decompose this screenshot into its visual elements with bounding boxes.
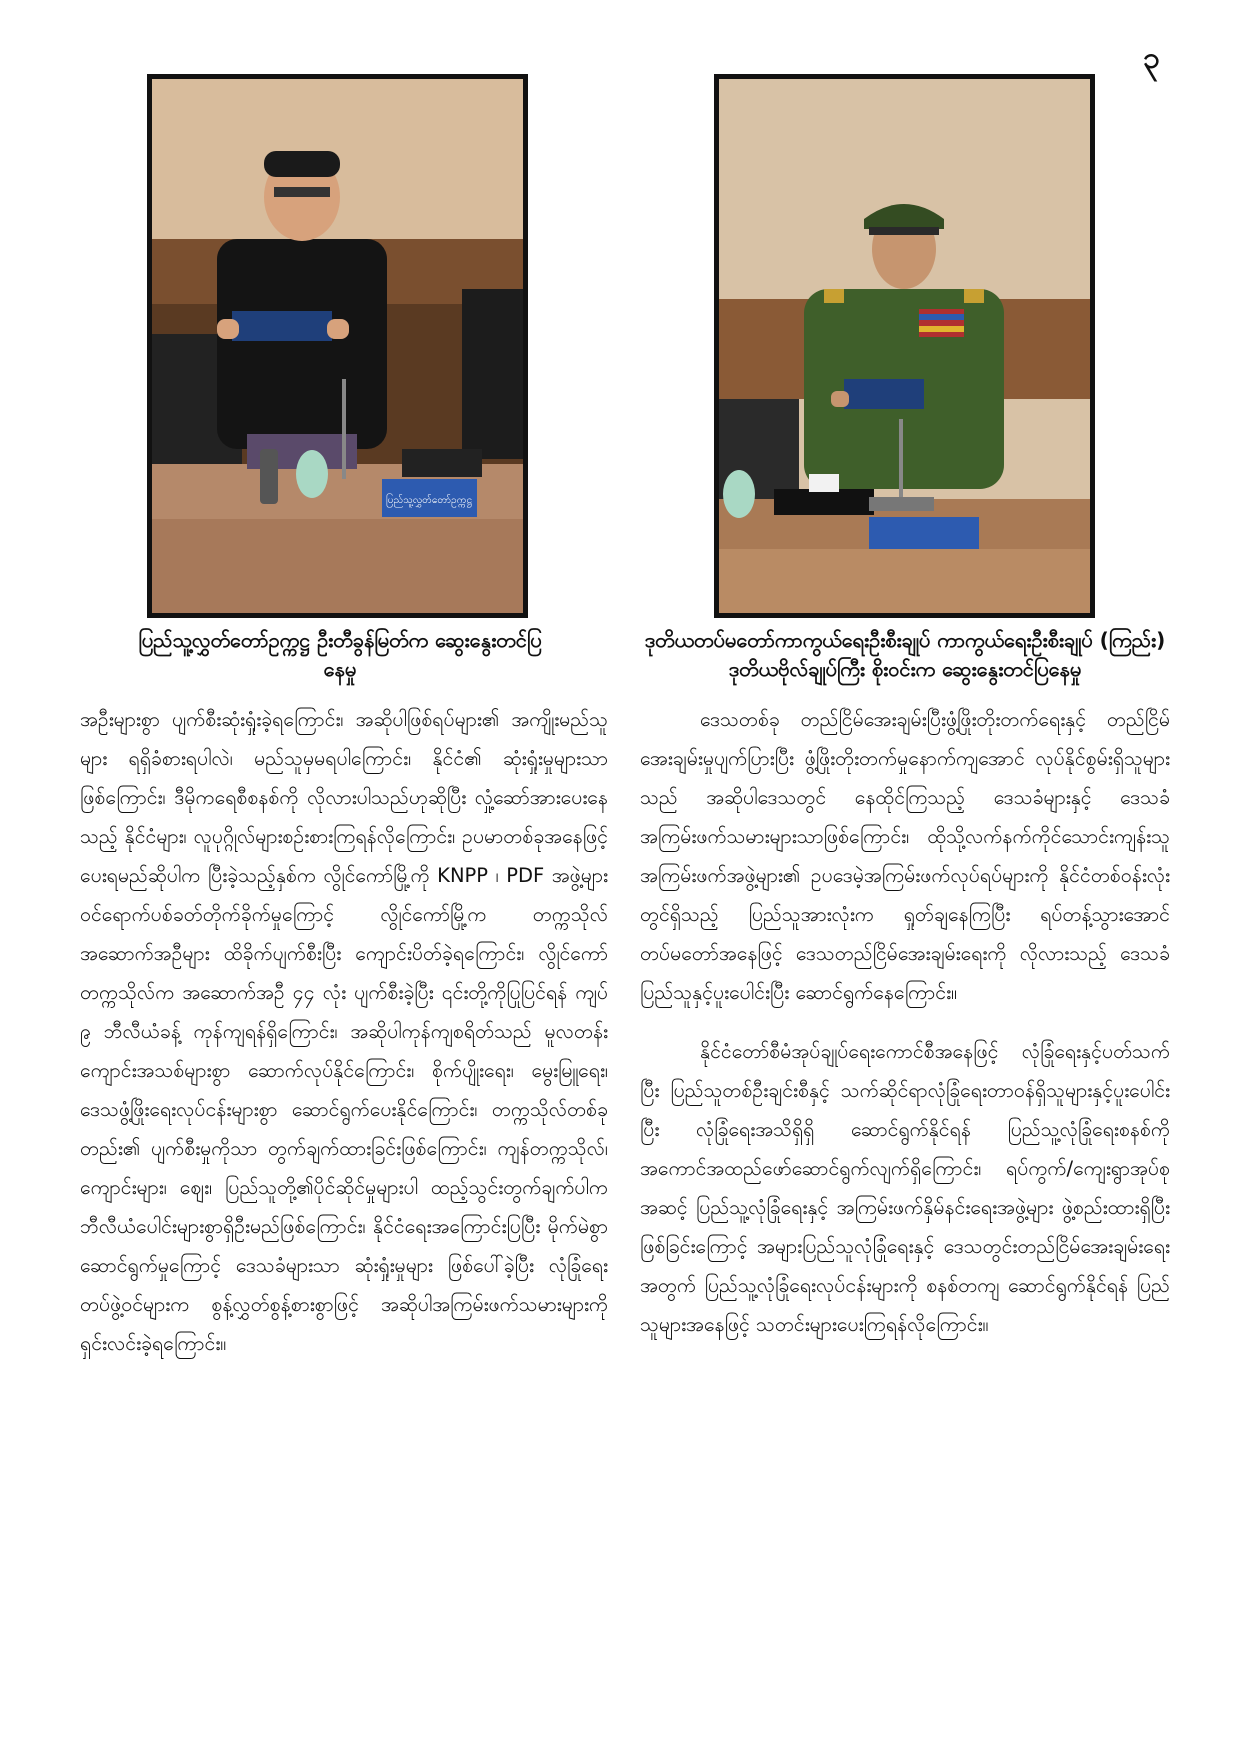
officer-photo-illustration [719, 79, 1090, 613]
photo-caption-right: ဒုတိယတပ်မတော်ကာကွယ်ရေးဦးစီးချုပ် ကာကွယ်ရေးဦးစီးချုပ် (ကြည်း) ဒုတိယဗိုလ်ချုပ်ကြီး စိုးဝင်းက ဆွေးနွေးတင်ပြနေမှု [644, 628, 1166, 681]
text-column-left [80, 700, 608, 1363]
page-number: ၃ [1143, 41, 1160, 76]
nameplate-text: ပြည်သူ့လွှတ်တော်ဥက္ကဋ္ဌ [386, 495, 472, 506]
photo-speaker-left [147, 74, 528, 618]
photo-caption-left: ပြည်သူ့လွှတ်တော်ဥက္ကဋ္ဌ ဦးတီခွန်မြတ်က ဆွေးနွေးတင်ပြနေမှု [138, 628, 542, 681]
paragraph: ဒေသတစ်ခု တည်ငြိမ်အေးချမ်းပြီးဖွံ့ဖြိုးတိုးတက်ရေးနှင့် တည်ငြိမ်အေးချမ်းမှုပျက်ပြားပြီး ဖွံ့ဖြိုးတိုးတက်မှုနောက်ကျအောင် လုပ်နိုင်စွမ်းရှိသူများသည် အဆိုပါဒေသတွင် နေထိုင်ကြသည့် ဒေသခံများနှင့် ဒေသခံအကြမ်းဖက်သမားများသာဖြစ်ကြောင်း၊ ထိုသို့လက်နက်ကိုင်သောင်းကျန်းသူအကြမ်းဖက်အဖွဲ့များ၏ ဥပဒေမဲ့အကြမ်းဖက်လုပ်ရပ်များကို နိုင်ငံတစ်ဝန်းလုံးတွင်ရှိသည့် ပြည်သူအားလုံးက ရှုတ်ချနေကြပြီး ရပ်တန့်သွားအောင် တပ်မတော်အနေဖြင့် ဒေသတည်ငြိမ်အေးချမ်းရေးကို လိုလားသည့် ဒေသခံပြည်သူနှင့်ပူးပေါင်းပြီး ဆောင်ရွက်နေကြောင်း။ [640, 708, 1170, 1004]
paragraph: နိုင်ငံတော်စီမံအုပ်ချုပ်ရေးကောင်စီအနေဖြင့် လုံခြုံရေးနှင့်ပတ်သက်ပြီး ပြည်သူတစ်ဦးချင်းစီနှင့် သက်ဆိုင်ရာလုံခြုံရေးတာဝန်ရှိသူများနှင့်ပူးပေါင်းပြီး လုံခြုံရေးအသိရှိရှိ ဆောင်ရွက်နိုင်ရန် ပြည်သူ့လုံခြုံရေးစနစ်ကို အကောင်အထည်ဖော်ဆောင်ရွက်လျက်ရှိကြောင်း၊ ရပ်ကွက်/ကျေးရွာအုပ်စုအဆင့် ပြည်သူ့လုံခြုံရေးနှင့် အကြမ်းဖက်နှိမ်နင်းရေးအဖွဲ့များ ဖွဲ့စည်းထားရှိပြီးဖြစ်ခြင်းကြောင့် အများပြည်သူလုံခြုံရေးနှင့် ဒေသတွင်းတည်ငြိမ်အေးချမ်းရေးအတွက် ပြည်သူ့လုံခြုံရေးလုပ်ငန်းများကို စနစ်တကျ ဆောင်ရွက်နိုင်ရန် ပြည်သူများအနေဖြင့် သတင်းများပေးကြရန်လိုကြောင်း။ [640, 1040, 1170, 1336]
photo-speaker-right [714, 74, 1095, 618]
text-column-right [640, 700, 1170, 1344]
speaker-photo-illustration [152, 79, 523, 613]
paragraph: အဦးများစွာ ပျက်စီးဆုံးရှုံးခဲ့ရကြောင်း၊ အဆိုပါဖြစ်ရပ်များ၏ အကျိုးမည်သူများ ရရှိခံစားရပါလဲ၊ မည်သူမှမရပါကြောင်း၊ နိုင်ငံ၏ ဆုံးရှုံးမှုများသာ ဖြစ်ကြောင်း၊ ဒီမိုကရေစီစနစ်ကို လိုလားပါသည်ဟုဆိုပြီး လှုံ့ဆော်အားပေးနေသည့် နိုင်ငံများ၊ လူပုဂ္ဂိုလ်များစဉ်းစားကြရန်လိုကြောင်း၊ ဥပမာတစ်ခုအနေဖြင့် ပေးရမည်ဆိုပါက ပြီးခဲ့သည့်နှစ်က လွိုင်ကော်မြို့ကို KNPP ၊ PDF အဖွဲ့များ ဝင်ရောက်ပစ်ခတ်တိုက်ခိုက်မှုကြောင့် လွိုင်ကော်မြို့က တက္ကသိုလ်အဆောက်အဦများ ထိခိုက်ပျက်စီးပြီး ကျောင်းပိတ်ခဲ့ရကြောင်း၊ လွိုင်ကော်တက္ကသိုလ်က အဆောက်အဦ ၄၄ လုံး ပျက်စီးခဲ့ပြီး ၎င်းတို့ကိုပြုပြင်ရန် ကျပ် ၉ ဘီလီယံခန့် ကုန်ကျရန်ရှိကြောင်း၊ အဆိုပါကုန်ကျစရိတ်သည် မူလတန်းကျောင်းအသစ်များစွာ ဆောက်လုပ်နိုင်ကြောင်း၊ စိုက်ပျိုးရေး၊ မွေးမြူရေး၊ ဒေသဖွံ့ဖြိုးရေးလုပ်ငန်းများစွာ ဆောင်ရွက်ပေးနိုင်ကြောင်း၊ တက္ကသိုလ်တစ်ခုတည်း၏ ပျက်စီးမှုကိုသာ တွက်ချက်ထားခြင်းဖြစ်ကြောင်း၊ ကျန်တက္ကသိုလ်၊ ကျောင်းများ၊ ဈေး၊ ပြည်သူတို့၏ပိုင်ဆိုင်မှုများပါ ထည့်သွင်းတွက်ချက်ပါက ဘီလီယံပေါင်းများစွာရှိဦးမည်ဖြစ်ကြောင်း၊ နိုင်ငံရေးအကြောင်းပြပြီး မိုက်မဲစွာ ဆောင်ရွက်မှုကြောင့် ဒေသခံများသာ ဆုံးရှုံးမှုများ ဖြစ်ပေါ်ခဲ့ပြီး လုံခြုံရေးတပ်ဖွဲ့ဝင်များက စွန့်လွှတ်စွန့်စားစွာဖြင့် အဆိုပါအကြမ်းဖက်သမားများကို ရှင်းလင်းခဲ့ရကြောင်း။ [80, 708, 608, 1355]
